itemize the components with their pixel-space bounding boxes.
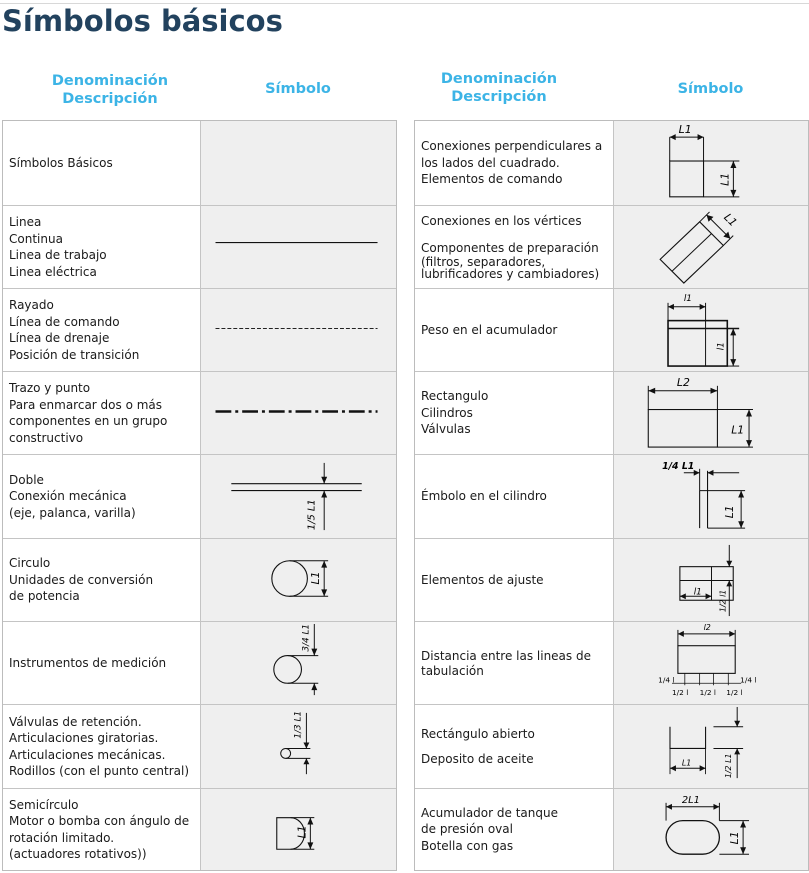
row-text-line: Motor o bomba con ángulo de <box>9 814 190 828</box>
header-left-denominacion <box>20 72 200 108</box>
header-left-simbolo: Símbolo <box>265 81 331 97</box>
row-text-line: Línea de drenaje <box>9 331 110 345</box>
row-text-line: Émbolo en el cilindro <box>421 489 547 504</box>
circle-symbol <box>201 539 396 621</box>
dimension-label: L1 <box>731 423 745 437</box>
row-description <box>415 289 613 371</box>
row-text-line: constructivo <box>9 430 84 445</box>
table-row <box>3 704 396 788</box>
symbol-cell <box>613 372 808 454</box>
dimension-label: 2L1 <box>681 794 700 806</box>
row-description <box>415 622 613 704</box>
symbol-cell <box>613 455 808 538</box>
table-row <box>3 288 396 371</box>
row-description <box>3 622 200 704</box>
dimension-label: L2 <box>676 375 690 389</box>
row-text-line: Rayado <box>9 298 54 312</box>
dimension-label: l2 <box>703 622 711 632</box>
dimension-label: L1 <box>718 172 732 186</box>
symbol-cell <box>200 539 396 621</box>
row-description <box>415 539 613 621</box>
row-text-line: Linea de trabajo <box>9 248 107 262</box>
double-line-symbol <box>201 455 396 538</box>
dimension-label: L1 <box>721 210 740 230</box>
symbol-cell <box>613 539 808 621</box>
dimension-label: 1/4 l <box>658 675 675 685</box>
row-text-line: Semicírculo <box>9 797 79 812</box>
symbol-cell <box>613 206 808 288</box>
dimension-label: l1 <box>716 342 727 351</box>
table-row <box>415 704 808 788</box>
dimension-label: l1 <box>693 587 702 598</box>
row-description <box>415 372 613 454</box>
row-text-line: lubrificadores y cambiadores) <box>421 267 600 281</box>
dimension-label: 1/5 L1 <box>306 499 318 531</box>
header-left-descripcion-text: Descripción <box>62 91 158 107</box>
row-text-line: Trazo y punto <box>9 381 91 395</box>
row-text-line: Continua <box>9 231 63 246</box>
dimension-label: L1 <box>723 505 737 519</box>
row-description <box>3 121 200 205</box>
row-text-line: rotación limitado. <box>9 830 115 845</box>
row-text-line: de presión oval <box>421 822 513 837</box>
row-description <box>3 705 200 788</box>
row-text-line: Peso en el acumulador <box>421 322 558 337</box>
adjustment-element-symbol <box>614 539 808 621</box>
dimension-label: 1/2 l <box>671 688 689 698</box>
right-table <box>414 120 809 871</box>
dimension-label: L1 <box>295 825 309 839</box>
row-text-line: Articulaciones mecánicas. <box>9 747 166 762</box>
left-table <box>2 120 397 871</box>
row-text-line: Instrumentos de medición <box>9 655 167 670</box>
measurement-instrument-symbol <box>201 622 396 704</box>
table-row <box>415 454 808 538</box>
table-row <box>415 788 808 870</box>
table-row <box>415 621 808 704</box>
table-row <box>415 371 808 454</box>
symbol-cell <box>200 206 396 288</box>
row-text-line: Línea de comando <box>9 314 120 329</box>
symbol-cell <box>613 289 808 371</box>
row-text-line: Conexión mecánica <box>9 489 127 504</box>
continuous-line-symbol <box>201 206 396 288</box>
row-text-line: Válvulas <box>421 422 471 437</box>
row-text-line: Botella con gas <box>421 838 514 853</box>
row-text-line: Rectángulo abierto <box>421 727 535 741</box>
row-text-line: Articulaciones giratorias. <box>9 731 159 745</box>
row-text-line: Linea eléctrica <box>9 264 97 279</box>
row-text-line: de potencia <box>9 589 80 604</box>
symbol-cell <box>613 705 808 788</box>
dimension-label: 1/4 L1 <box>662 460 695 472</box>
dimension-label: 1/2 l <box>726 688 743 698</box>
tabulation-distance-symbol <box>614 622 808 704</box>
row-description <box>415 206 613 288</box>
row-text-line: tabulación <box>421 663 484 678</box>
header-left-denominacion-text: Denominación <box>51 73 169 89</box>
row-description <box>3 206 200 288</box>
row-text-line: Posición de transición <box>9 347 140 362</box>
oval-tank-symbol <box>614 789 808 870</box>
symbol-cell-empty <box>200 121 396 205</box>
table-row <box>415 288 808 371</box>
header-right-denominacion-text: Denominación <box>440 71 558 87</box>
header-right-descripcion-text: Descripción <box>451 89 547 105</box>
dimension-label: L1 <box>681 758 692 768</box>
dimension-label: 1/2 l <box>699 688 716 698</box>
row-text-line: Cilindros <box>421 405 473 420</box>
dimension-label: 3/4 L1 <box>301 623 312 652</box>
table-row <box>3 371 396 454</box>
check-valve-symbol <box>201 705 396 788</box>
row-description <box>415 705 613 788</box>
table-row <box>415 538 808 621</box>
row-text-line: Elementos de ajuste <box>421 572 544 587</box>
table-row <box>415 205 808 288</box>
symbol-cell <box>200 622 396 704</box>
accumulator-weight-symbol <box>614 289 808 371</box>
row-text-line: Válvulas de retención. <box>9 714 142 729</box>
table-row <box>3 121 396 205</box>
row-text-line: Componentes de preparación <box>421 240 599 255</box>
row-text-line: Doble <box>9 472 44 487</box>
row-text-line: Conexiones en los vértices <box>421 214 582 228</box>
dimension-label: L1 <box>678 123 692 137</box>
symbol-cell <box>613 622 808 704</box>
row-text-line: Acumulador de tanque <box>421 805 558 820</box>
row-description <box>415 455 613 538</box>
rectangle-cylinder-symbol <box>614 372 808 454</box>
header-right-denominacion <box>414 70 584 106</box>
dimension-label: l1 <box>683 293 692 304</box>
header-right-simbolo: Símbolo <box>677 81 744 97</box>
row-description <box>415 121 613 205</box>
row-text-line: Para enmarcar dos o más <box>9 397 163 412</box>
symbol-cell <box>200 789 396 870</box>
row-text-line: Elementos de comando <box>421 172 563 187</box>
row-text-line: (filtros, separadores, <box>421 255 546 269</box>
table-row <box>3 538 396 621</box>
symbol-cell <box>200 289 396 371</box>
row-description <box>3 372 200 454</box>
table-row <box>3 621 396 704</box>
dash-dot-line-symbol <box>201 372 396 454</box>
diamond-vertex-symbol <box>614 206 808 288</box>
dimension-label: L1 <box>728 831 742 845</box>
row-text-line: Unidades de conversión <box>9 572 154 587</box>
row-description <box>3 789 200 870</box>
row-text-line: Rectangulo <box>421 389 489 404</box>
table-row <box>3 205 396 288</box>
dashed-line-symbol <box>201 289 396 371</box>
dimension-label: L1 <box>309 571 323 585</box>
dimension-label: 1/3 L1 <box>293 710 304 739</box>
semicircle-symbol <box>201 789 396 870</box>
piston-cylinder-symbol <box>614 455 808 538</box>
dimension-label: 1/4 l <box>740 675 757 685</box>
row-text-line: Conexiones perpendiculares a <box>421 139 603 154</box>
page-title: Símbolos básicos <box>2 4 283 38</box>
symbol-cell <box>613 121 808 205</box>
symbol-cell <box>613 789 808 870</box>
row-text-line: los lados del cuadrado. <box>421 155 560 170</box>
symbol-cell <box>200 705 396 788</box>
symbol-cell <box>200 372 396 454</box>
symbol-cell <box>200 455 396 538</box>
dimension-label: 1/2 l1 <box>718 589 728 613</box>
open-rectangle-symbol <box>614 705 808 788</box>
row-text-line: Deposito de aceite <box>421 751 534 766</box>
row-text-line: Linea <box>9 215 42 229</box>
table-row <box>415 121 808 205</box>
row-text-line: componentes en un grupo <box>9 414 168 428</box>
row-description <box>3 539 200 621</box>
table-row <box>3 788 396 870</box>
row-description <box>415 789 613 870</box>
row-description <box>3 289 200 371</box>
row-text-line: Rodillos (con el punto central) <box>9 764 190 778</box>
row-text-line: Distancia entre las lineas de <box>421 649 591 664</box>
row-description <box>3 455 200 538</box>
row-text-line: (eje, palanca, varilla) <box>9 505 136 520</box>
row-text-line: (actuadores rotativos)) <box>9 847 147 861</box>
dimension-label: 1/2 L1 <box>724 753 734 779</box>
row-text-line: Símbolos Básicos <box>9 155 113 170</box>
row-text-line: Circulo <box>9 556 51 571</box>
table-row <box>3 454 396 538</box>
square-perpendicular-symbol <box>614 121 808 205</box>
